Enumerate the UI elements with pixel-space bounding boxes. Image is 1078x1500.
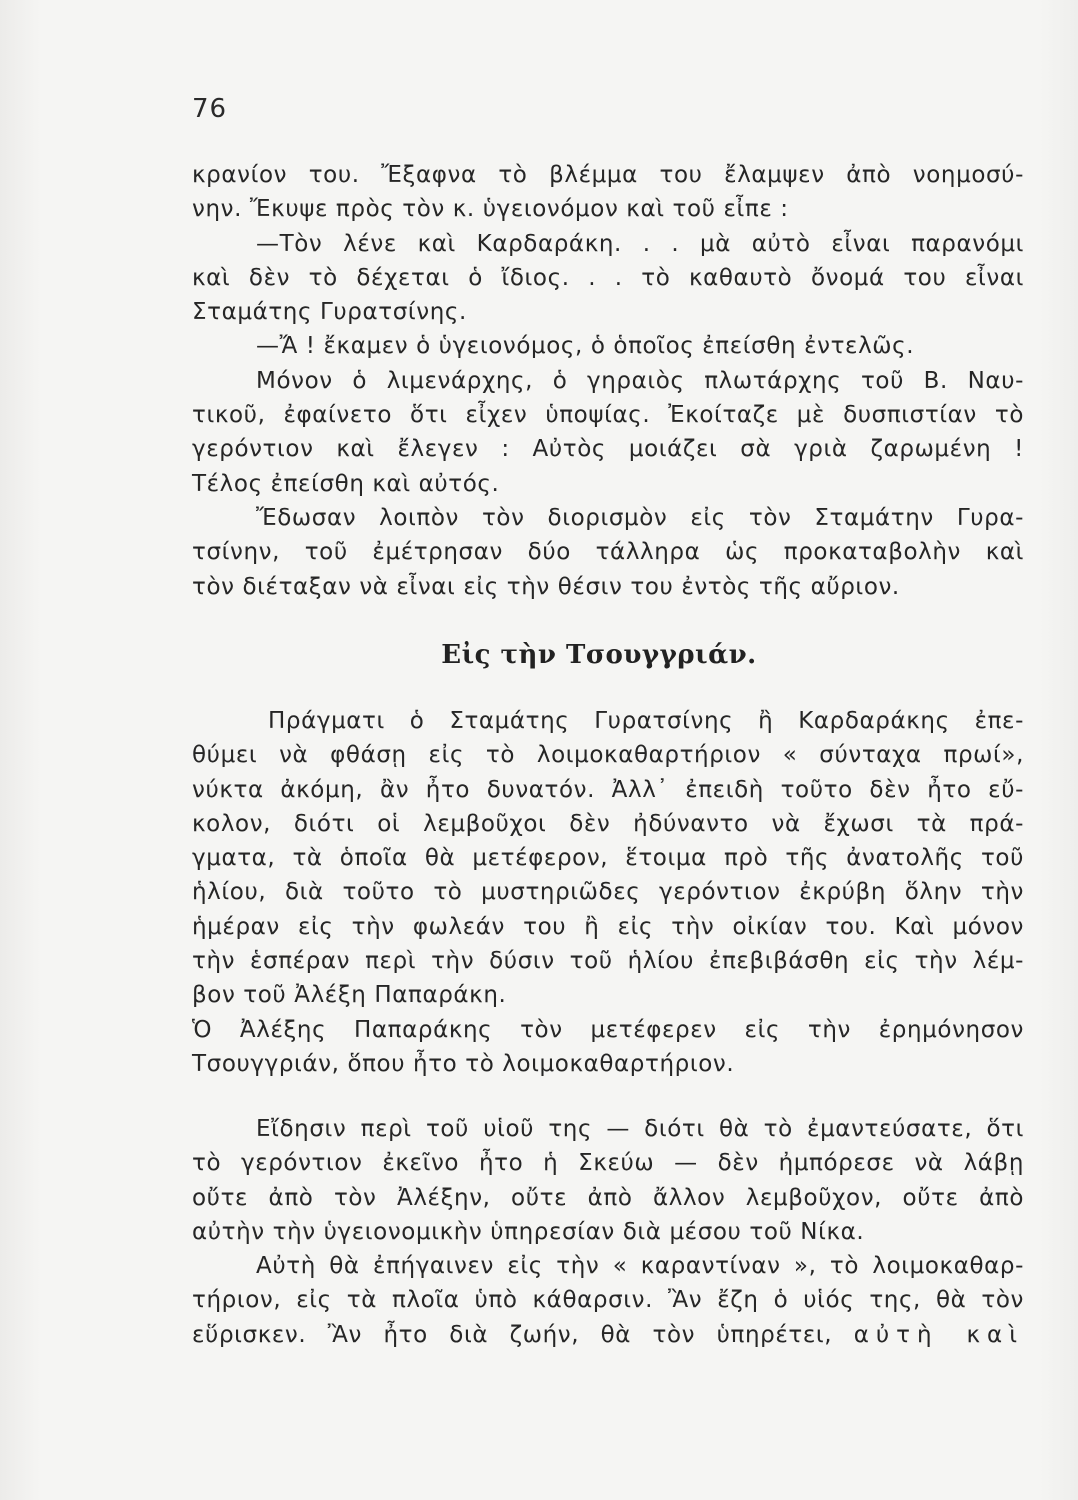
text-block-1 <box>192 158 1024 604</box>
text-line: γματα, τὰ ὁποῖα θὰ μετέφερον, ἕτοιμα πρὸ τῆς ἀνατολῆς τοῦ <box>192 845 1024 872</box>
text-line-part: εὕρισκεν. Ἂν ἦτο διὰ ζωήν, θὰ τὸν ὑπηρέτει, <box>192 1321 833 1348</box>
text-line: ἡλίου, διὰ τοῦτο τὸ μυστηριῶδες γερόντιον ἐκρύβη ὅλην τὴν <box>192 879 1024 906</box>
text-line: καὶ δὲν τὸ δέχεται ὁ ἴδιος. . . τὸ καθαυτὸ ὄνομά του εἶναι <box>192 264 1024 291</box>
text-line: τὴν ἑσπέραν περὶ τὴν δύσιν τοῦ ἡλίου ἐπεβιβάσθη εἰς τὴν λέμ- <box>192 948 1024 975</box>
page-number: 76 <box>192 94 228 124</box>
text-line: τήριον, εἰς τὰ πλοῖα ὑπὸ κάθαρσιν. Ἂν ἔζη ὁ υἱός της, θὰ τὸν <box>192 1287 1024 1314</box>
text-line: Ὁ Ἀλέξης Παπαράκης τὸν μετέφερεν εἰς τὴν ἐρημόνησον <box>192 1016 1024 1043</box>
text-line: τὸ γερόντιον ἐκεῖνο ἦτο ἡ Σκεύω — δὲν ἠμπόρεσε νὰ λάβῃ <box>192 1150 1024 1177</box>
text-line: αὐτὴν τὴν ὑγειονομικὴν ὑπηρεσίαν διὰ μέσου τοῦ Νίκα. <box>192 1218 865 1245</box>
section-heading-text: Εἰς τὴν Τσουγγριάν. <box>441 640 757 670</box>
text-line: κολον, διότι οἱ λεμβοῦχοι δὲν ἠδύναντο νὰ ἔχωσι τὰ πρά- <box>192 810 1024 837</box>
text-line: —Τὸν λένε καὶ Καρδαράκη. . . μὰ αὐτὸ εἶναι παρανόμι <box>256 230 1024 257</box>
text-line: νύκτα ἀκόμη, ἂν ἦτο δυνατόν. Ἀλλ᾽ ἐπειδὴ τοῦτο δὲν ἦτο εὔ- <box>192 776 1024 803</box>
text-line: νην. Ἔκυψε πρὸς τὸν κ. ὑγειονόμον καὶ τοῦ εἶπε : <box>192 196 789 223</box>
text-line: Τέλος ἐπείσθη καὶ αὐτός. <box>192 470 500 497</box>
text-block-3 <box>192 1112 1024 1352</box>
text-line: τὸν διέταξαν νὰ εἶναι εἰς τὴν θέσιν του ἐντὸς τῆς αὔριον. <box>192 573 900 600</box>
text-line: τσίνην, τοῦ ἐμέτρησαν δύο τάλληρα ὡς προκαταβολὴν καὶ <box>192 539 1024 566</box>
section-heading <box>0 640 1078 670</box>
text-line: οὔτε ἀπὸ τὸν Ἀλέξην, οὔτε ἀπὸ ἄλλον λεμβοῦχον, οὔτε ἀπὸ <box>192 1184 1024 1211</box>
text-line: Ἔδωσαν λοιπὸν τὸν διορισμὸν εἰς τὸν Σταμάτην Γυρα- <box>256 504 1024 531</box>
text-block-2 <box>192 704 1024 1081</box>
text-line: Τσουγγριάν, ὅπου ἦτο τὸ λοιμοκαθαρτήριον. <box>192 1050 735 1077</box>
text-line: Εἴδησιν περὶ τοῦ υἱοῦ της — διότι θὰ τὸ ἐμαντεύσατε, ὅτι <box>256 1116 1024 1142</box>
text-line: Σταμάτης Γυρατσίνης. <box>192 299 467 326</box>
text-line <box>192 1318 1024 1352</box>
text-line: Μόνον ὁ λιμενάρχης, ὁ γηραιὸς πλωτάρχης τοῦ Β. Ναυ- <box>256 367 1024 394</box>
text-line: κρανίον του. Ἔξαφνα τὸ βλέμμα του ἔλαμψεν ἀπὸ νοημοσύ- <box>192 162 1024 188</box>
text-line: θύμει νὰ φθάσῃ εἰς τὸ λοιμοκαθαρτήριον « σύνταχα πρωί», <box>192 742 1024 769</box>
text-line: βον τοῦ Ἀλέξη Παπαράκη. <box>192 982 507 1009</box>
text-line: —Ἄ ! ἔκαμεν ὁ ὑγειονόμος, ὁ ὁποῖος ἐπείσθη ἐντελῶς. <box>256 333 915 360</box>
text-line: τικοῦ, ἐφαίνετο ὅτι εἶχεν ὑποψίας. Ἐκοίταζε μὲ δυσπιστίαν τὸ <box>192 402 1024 429</box>
text-line: ἡμέραν εἰς τὴν φωλεάν του ἢ εἰς τὴν οἰκίαν του. Καὶ μόνον <box>192 913 1024 940</box>
text-line: Πράγματι ὁ Σταμάτης Γυρατσίνης ἢ Καρδαράκης ἐπε- <box>268 708 1024 734</box>
text-line: γερόντιον καὶ ἔλεγεν : Αὐτὸς μοιάζει σὰ γριὰ ζαρωμένη ! <box>192 436 1024 463</box>
text-line-spaced: αὐτὴ καὶ <box>853 1321 1024 1348</box>
text-line: Αὐτὴ θὰ ἐπήγαινεν εἰς τὴν « καραντίναν », τὸ λοιμοκαθαρ- <box>256 1253 1024 1280</box>
